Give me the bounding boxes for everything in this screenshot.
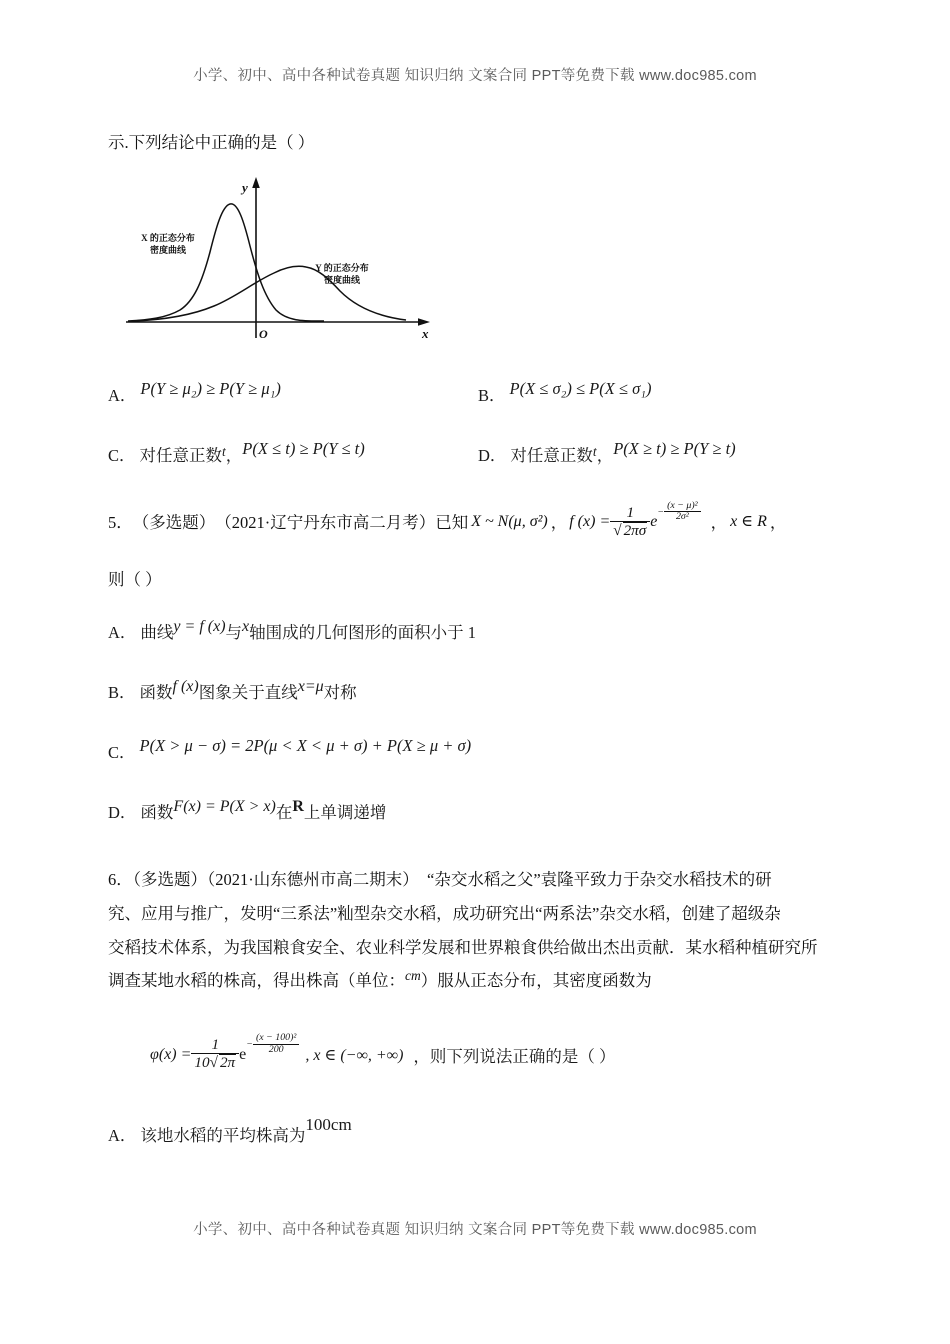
q5-pdf-fraction — [610, 505, 650, 539]
q5-option-a-pre: 曲线 — [140, 623, 174, 643]
curve-x-annotation-line1: X 的正态分布 — [141, 232, 195, 243]
q5-option-a-math2: x — [242, 618, 250, 636]
q4-option-b-tag: B． — [478, 385, 506, 405]
q4-options-row-cd — [108, 432, 848, 466]
q6-type: （多选题） — [132, 870, 207, 890]
document-content — [108, 130, 848, 1146]
q6-body-line4-a: 调查某地水稻的株高，得出株高（单位： — [108, 971, 405, 991]
q6-pdf-exp-num: (x − 100)² — [255, 1032, 297, 1044]
q5-pdf-frac-den — [610, 521, 650, 539]
q5-then: 则（ ） — [108, 570, 162, 590]
q6-pdf-frac-den-text: 2π — [219, 1054, 236, 1072]
q4-option-b-formula-text: P(X ≤ σ₂) ≤ P(X ≤ σ₁) — [509, 378, 652, 398]
q4-option-c[interactable] — [108, 438, 478, 466]
q5-option-a-tag: A． — [108, 623, 137, 643]
curve-x-annotation — [126, 232, 210, 256]
q4-options-row-ab — [108, 372, 848, 406]
q4-stem-tail: 示.下列结论中正确的是（ ） — [108, 133, 315, 152]
x-axis-arrow — [418, 318, 430, 326]
curve-y-annotation-line2: 密度曲线 — [323, 274, 360, 285]
q5-option-b-tag: B． — [108, 683, 136, 703]
q4-option-d-comma: ， — [596, 445, 614, 465]
q5-option-b-math1: f (x) — [172, 678, 199, 696]
q5-option-d-math2: R — [292, 798, 304, 816]
q4-option-d[interactable] — [478, 438, 848, 466]
q5-stem — [108, 499, 848, 540]
q5-stem-text: 已知 — [435, 512, 469, 532]
q4-option-d-formula: P(X ≥ t) ≥ P(Y ≥ t) — [613, 438, 736, 458]
q4-option-b[interactable] — [478, 378, 848, 406]
figure-svg — [118, 170, 438, 350]
q4-option-c-var: t — [222, 443, 226, 459]
q5-option-d-post: 上单调递增 — [303, 803, 387, 823]
q6-pdf-exp-fraction — [253, 1033, 299, 1055]
q6-pdf-fraction — [191, 1037, 239, 1071]
normal-distribution-figure — [118, 170, 438, 350]
q6-pdf-frac-den-coef: 10 — [194, 1054, 210, 1072]
q4-option-d-tag: D． — [478, 445, 507, 465]
q6-pdf-radical: √ — [209, 1054, 218, 1072]
q5-source: （2021·辽宁丹东市高二月考） — [215, 512, 436, 532]
q6-option-a-pre: 该地水稻的平均株高为 — [140, 1126, 306, 1146]
q5-option-c-tag: C． — [108, 743, 136, 763]
x-axis-label: x — [422, 325, 429, 341]
q4-option-a-formula-text: P(Y ≥ μ₂) ≥ P(Y ≥ μ₁) — [140, 378, 281, 398]
q6-unit: cm — [405, 968, 421, 984]
q6-pdf-exp-sign: − — [246, 1039, 253, 1051]
curve-y-annotation — [300, 262, 384, 286]
q5-option-a-mid: 与 — [225, 623, 243, 643]
q6-body-text1: “杂交水稻之父”袁隆平致力于杂交水稻技术的研 — [427, 870, 772, 890]
watermark-footer: 小学、初中、高中各种试卷真题 知识归纳 文案合同 PPT等免费下载 www.doc985.com — [193, 1222, 757, 1238]
q6-number: 6． — [108, 870, 133, 890]
q6-pdf-frac-den — [191, 1053, 239, 1071]
q6-tail: ，则下列说法正确的是（ ） — [413, 1047, 616, 1067]
q5-option-d-tag: D． — [108, 803, 137, 823]
q5-domain: x ∈ R — [730, 513, 767, 531]
q5-pdf-lhs: f (x) = — [569, 513, 611, 531]
q4-option-c-formula: P(X ≤ t) ≥ P(Y ≤ t) — [242, 438, 365, 458]
q4-option-a-tag: A． — [108, 385, 137, 405]
q6-density-formula-row — [108, 1032, 848, 1072]
q6-option-a[interactable] — [108, 1112, 848, 1146]
q6-body-line4 — [108, 964, 848, 998]
q5-option-a[interactable] — [108, 609, 848, 643]
q5-option-b-post: 对称 — [323, 683, 357, 703]
q4-option-c-comma: ， — [225, 445, 243, 465]
q5-option-d[interactable] — [108, 789, 848, 823]
q4-option-d-var: t — [592, 443, 597, 459]
q6-body-line3: 交稻技术体系，为我国粮食安全、农业科学发展和世界粮食供给做出杰出贡献．某水稻种植研究所 — [108, 937, 818, 957]
curve-y-annotation-line1: Y 的正态分布 — [315, 262, 369, 273]
q6-body-line1 — [108, 863, 848, 897]
q5-number: 5． — [108, 512, 133, 532]
q5-pdf-exp-den: 2σ² — [664, 511, 701, 522]
q6-source: （2021·山东德州市高二期末） — [207, 870, 411, 890]
q4-option-d-prefix: 对任意正数 — [510, 445, 593, 465]
q5-option-c[interactable] — [108, 729, 848, 763]
q6-pdf-domain: , x ∈ (−∞, +∞) — [305, 1047, 404, 1065]
q6-density-formula — [150, 1032, 404, 1072]
q5-option-d-math1: F(x) = P(X > x) — [173, 798, 276, 816]
q5-option-a-post: 轴围成的几何图形的面积小于 1 — [249, 623, 477, 643]
origin-label: O — [259, 326, 268, 341]
q5-pdf-exponent — [657, 499, 700, 524]
q6-option-a-value: 100cm — [305, 1115, 352, 1135]
q4-figure-container — [108, 170, 848, 350]
q5-option-b-math2: x=μ — [297, 678, 324, 696]
q5-option-b[interactable] — [108, 669, 848, 703]
y-axis-label: y — [242, 179, 248, 195]
q5-pdf-radical: √ — [613, 521, 622, 539]
q5-comma3: ， — [769, 512, 787, 532]
q5-comma1: ， — [550, 512, 568, 532]
watermark-header: 小学、初中、高中各种试卷真题 知识归纳 文案合同 PPT等免费下载 www.doc985.com — [193, 68, 757, 84]
q6-option-a-tag: A． — [108, 1126, 137, 1146]
q6-pdf-frac-num: 1 — [211, 1036, 220, 1054]
q5-pdf-frac-den-text: 2πσ — [623, 521, 647, 539]
curve-x-density — [128, 203, 324, 320]
q6-pdf-e: e — [239, 1046, 247, 1064]
q4-option-b-formula — [510, 379, 652, 399]
q5-comma2: ， — [710, 512, 728, 532]
q5-pdf-exp-sign: − — [657, 506, 665, 518]
q5-pdf-frac-num: 1 — [626, 503, 635, 521]
q4-option-c-prefix: 对任意正数 — [139, 445, 223, 465]
q5-pdf-e: e — [650, 513, 658, 531]
q5-pdf-exp-num: (x − μ)² — [667, 499, 698, 511]
curve-x-annotation-line2: 密度曲线 — [149, 244, 186, 255]
q4-option-c-tag: C． — [108, 445, 136, 465]
q5-type: （多选题） — [132, 512, 216, 532]
q6-body-line2: 究、应用与推广，发明“三系法”籼型杂交水稻，成功研究出“两系法”杂交水稻，创建了超级杂 — [108, 903, 781, 923]
q5-option-d-pre: 函数 — [140, 803, 174, 823]
q5-option-a-math1: y = f (x) — [173, 618, 226, 636]
q6-pdf-exp-den: 200 — [253, 1044, 299, 1055]
q5-option-b-pre: 函数 — [139, 683, 173, 703]
q6-pdf-lhs: φ(x) = — [150, 1046, 192, 1064]
q5-option-b-mid: 图象关于直线 — [198, 683, 298, 703]
q4-option-a-formula — [140, 379, 280, 399]
q4-option-a[interactable] — [108, 378, 478, 406]
q6-pdf-exponent — [246, 1034, 299, 1056]
q5-option-c-formula: P(X > μ − σ) = 2P(μ < X < μ + σ) + P(X ≥ μ + σ) — [139, 736, 472, 756]
y-axis-arrow — [252, 177, 260, 188]
q6-body-line4-b: ）服从正态分布，其密度函数为 — [420, 971, 652, 991]
q5-pdf-formula — [567, 499, 702, 540]
q5-option-d-mid: 在 — [275, 803, 293, 823]
q5-distribution: X ~ N(μ, σ²) — [471, 513, 548, 531]
q5-pdf-exp-fraction — [664, 501, 701, 523]
